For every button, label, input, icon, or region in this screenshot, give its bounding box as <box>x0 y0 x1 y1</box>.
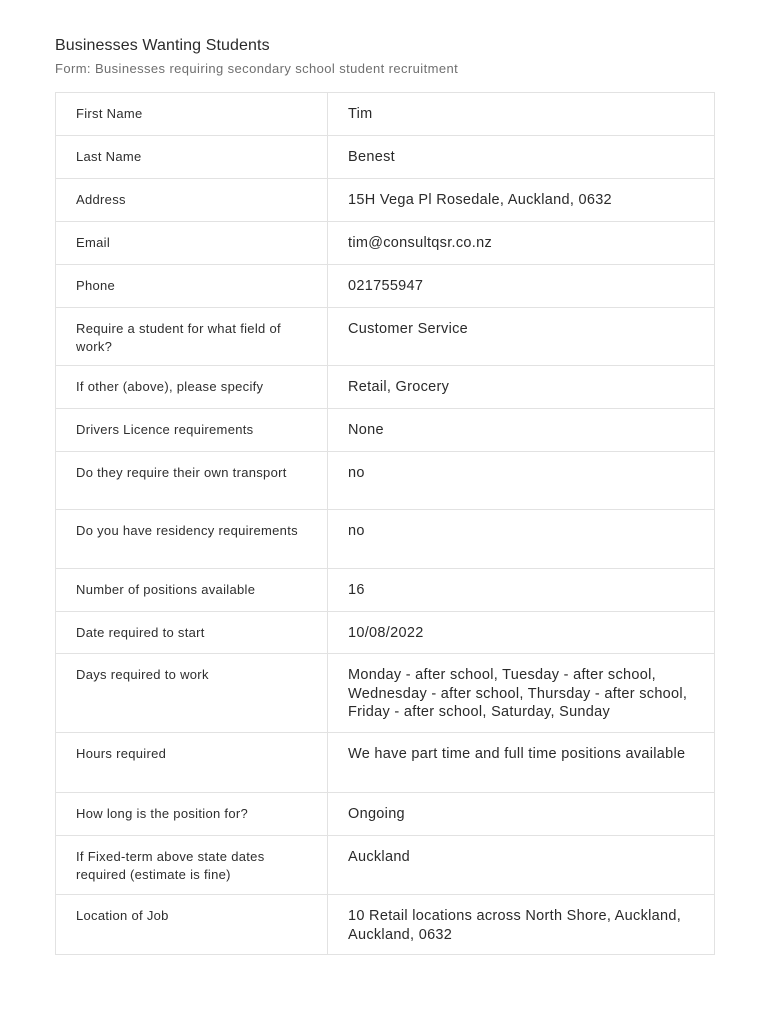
field-label: Require a student for what field of work? <box>56 308 328 366</box>
field-value: no <box>328 510 715 569</box>
table-row <box>56 836 715 895</box>
table-row <box>56 222 715 265</box>
field-value: 16 <box>328 569 715 612</box>
field-value: Retail, Grocery <box>328 366 715 409</box>
field-value: None <box>328 409 715 452</box>
field-label: Phone <box>56 265 328 308</box>
field-label: Date required to start <box>56 612 328 654</box>
table-row <box>56 136 715 179</box>
field-label: Location of Job <box>56 895 328 955</box>
field-label: Drivers Licence requirements <box>56 409 328 452</box>
table-row <box>56 793 715 836</box>
table-row <box>56 452 715 510</box>
field-value: tim@consultqsr.co.nz <box>328 222 715 265</box>
field-value: Monday - after school, Tuesday - after school, Wednesday - after school, Thursday - after school, Friday - after school, Saturday, Sunday <box>328 654 715 733</box>
table-row <box>56 93 715 136</box>
table-row <box>56 179 715 222</box>
page-subtitle: Form: Businesses requiring secondary school student recruitment <box>55 61 459 76</box>
table-row <box>56 366 715 409</box>
table-row <box>56 569 715 612</box>
table-row <box>56 265 715 308</box>
field-value: Benest <box>328 136 715 179</box>
field-label: Last Name <box>56 136 328 179</box>
table-row <box>56 612 715 654</box>
table-row <box>56 510 715 569</box>
field-label: Number of positions available <box>56 569 328 612</box>
page-title: Businesses Wanting Students <box>55 37 270 54</box>
field-value: Customer Service <box>328 308 715 366</box>
field-label: Address <box>56 179 328 222</box>
table-row <box>56 895 715 955</box>
field-label: How long is the position for? <box>56 793 328 836</box>
field-label: Do they require their own transport <box>56 452 328 510</box>
field-value: Ongoing <box>328 793 715 836</box>
field-value: 021755947 <box>328 265 715 308</box>
table-row <box>56 409 715 452</box>
field-label: Email <box>56 222 328 265</box>
field-value: Auckland <box>328 836 715 895</box>
field-value: 15H Vega Pl Rosedale, Auckland, 0632 <box>328 179 715 222</box>
field-label: Hours required <box>56 733 328 793</box>
table-row <box>56 654 715 733</box>
field-label: First Name <box>56 93 328 136</box>
form-responses-table <box>55 92 715 955</box>
field-value: Tim <box>328 93 715 136</box>
table-row <box>56 733 715 793</box>
table-row <box>56 308 715 366</box>
field-value: no <box>328 452 715 510</box>
field-label: If other (above), please specify <box>56 366 328 409</box>
field-value: We have part time and full time positions available <box>328 733 715 793</box>
field-label: Days required to work <box>56 654 328 733</box>
field-label: If Fixed-term above state dates required (estimate is fine) <box>56 836 328 895</box>
field-label: Do you have residency requirements <box>56 510 328 569</box>
field-value: 10 Retail locations across North Shore, Auckland, Auckland, 0632 <box>328 895 715 955</box>
field-value: 10/08/2022 <box>328 612 715 654</box>
